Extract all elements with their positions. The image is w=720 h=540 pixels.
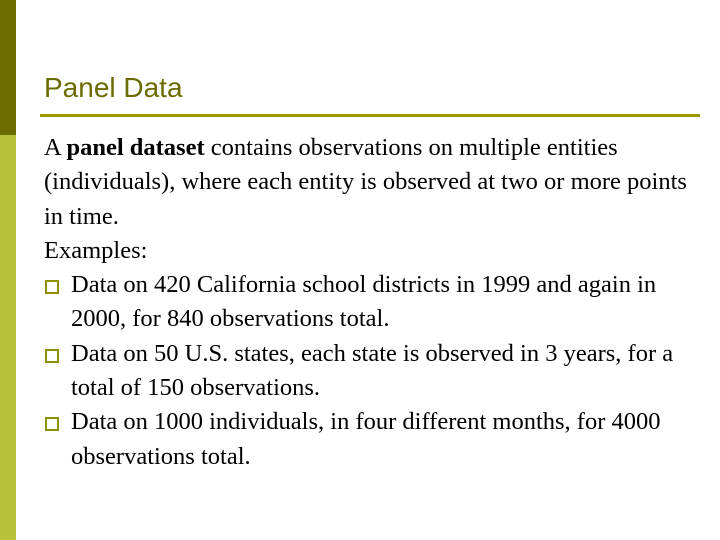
list-item-text: Data on 1000 individuals, in four different months, for 4000 observations total.	[71, 408, 661, 470]
list-item-text: Data on 50 U.S. states, each state is observed in 3 years, for a total of 150 observations.	[71, 339, 674, 402]
slide-body	[44, 131, 704, 474]
list-item	[44, 405, 704, 474]
intro-prefix: A	[44, 134, 67, 161]
examples-label: Examples:	[44, 236, 148, 264]
intro-paragraph	[44, 131, 704, 234]
list-item	[44, 337, 704, 406]
list-item	[44, 268, 704, 337]
hollow-square-icon	[45, 349, 59, 363]
hollow-square-icon	[45, 417, 59, 431]
title-underline	[40, 114, 700, 117]
intro-term: panel dataset	[66, 134, 205, 161]
slide-title: Panel Data	[44, 72, 183, 103]
hollow-square-icon	[45, 280, 59, 294]
decorative-side-bar-top	[0, 0, 16, 135]
examples-list	[44, 268, 704, 474]
list-item-text: Data on 420 California school districts in 1999 and again in 2000, for 840 observations total.	[71, 271, 657, 333]
decorative-side-bar-bottom	[0, 135, 16, 540]
intro-suffix: contains observations on multiple entities (individuals), where each entity is observed at two or more points in time.	[44, 134, 687, 230]
